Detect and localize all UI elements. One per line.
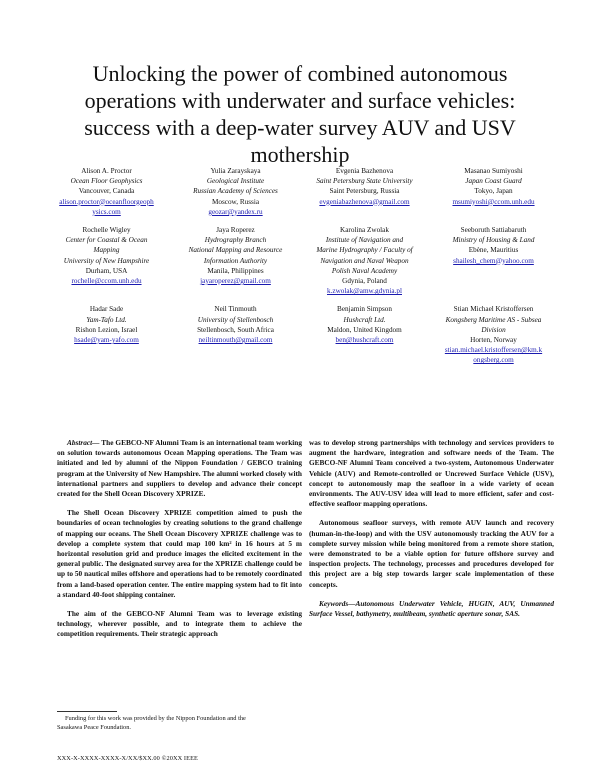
author-entry bbox=[171, 166, 300, 217]
title-line: Unlocking the power of combined autonomous bbox=[92, 61, 508, 86]
author-affiliation: Institute of Navigation and bbox=[325, 236, 404, 245]
author-name: Jaya Roperez bbox=[216, 226, 255, 235]
author-affiliation: Yam-Tafo Ltd. bbox=[86, 315, 127, 324]
abstract-text: The GEBCO-NF Alumni Team is an international team working on solution towards autonomous Ocean Mapping operations. The Team was initiated and led by alumni of the Nippon Foundation / GEBCO training program at the University of New Hampshire. The alumni worked closely with international partners and suppliers to develop and advance their concept created for the Shell Ocean Discovery XPRIZE. bbox=[57, 438, 302, 499]
author-email-link[interactable]: rochelle@ccom.unh.edu bbox=[71, 277, 142, 286]
author-location: Ebène, Mauritius bbox=[468, 246, 519, 255]
author-entry bbox=[429, 304, 558, 365]
author-entry bbox=[171, 225, 300, 296]
author-location: Manila, Philippines bbox=[207, 266, 264, 275]
author-entry bbox=[171, 304, 300, 365]
author-location: Saint Petersburg, Russia bbox=[329, 187, 400, 196]
author-affiliation: Mapping bbox=[93, 246, 120, 255]
copyright-notice: XXX-X-XXXX-XXXX-X/XX/$XX.00 ©20XX IEEE bbox=[57, 755, 198, 762]
author-affiliation: Hydrography Branch bbox=[204, 236, 267, 245]
title-line: mothership bbox=[250, 142, 350, 167]
author-affiliation: Information Authority bbox=[203, 256, 268, 265]
author-affiliation: University of New Hampshire bbox=[63, 256, 150, 265]
footnote-rule bbox=[57, 711, 117, 712]
author-affiliation: Russian Academy of Sciences bbox=[193, 187, 278, 196]
author-name: Neil Tinmouth bbox=[214, 305, 257, 314]
author-affiliation: Division bbox=[481, 325, 506, 334]
author-entry bbox=[429, 225, 558, 296]
author-affiliation: Marine Hydrography / Faculty of bbox=[316, 246, 413, 255]
author-entry bbox=[42, 225, 171, 296]
author-affiliation: Hushcraft Ltd. bbox=[343, 315, 386, 324]
keywords-paragraph bbox=[309, 599, 554, 619]
abstract-paragraph bbox=[57, 438, 302, 499]
abstract-label: Abstract— bbox=[67, 438, 100, 447]
author-affiliation: Navigation and Naval Weapon bbox=[320, 256, 409, 265]
author-name: Hadar Sade bbox=[89, 305, 124, 314]
author-email-link[interactable]: geozar@yandex.ru bbox=[208, 207, 263, 216]
author-affiliation: National Mapping and Resource bbox=[188, 246, 283, 255]
author-affiliation: Saint Petersburg State University bbox=[316, 177, 413, 186]
author-location: Durham, USA bbox=[85, 266, 128, 275]
author-entry bbox=[42, 304, 171, 365]
author-name: Karolina Zwolak bbox=[340, 226, 389, 235]
author-entry bbox=[42, 166, 171, 217]
title-line: success with a deep-water survey AUV and USV bbox=[84, 115, 516, 140]
body-paragraph: Autonomous seafloor surveys, with remote AUV launch and recovery (human-in-the-loop) and with the USV autonomously tracking the AUV for a complete survey mission while being monitored from a remote shore station, were demonstrated to be a viable option for future offshore survey and inspection projects. The technology, processes and procedures developed for this project are a big step towards larger scale implementation of these concepts. bbox=[309, 518, 554, 589]
author-location: Rishon Lezion, Israel bbox=[75, 325, 138, 334]
author-email-link[interactable]: stian.michael.kristoffersen@km.k bbox=[444, 346, 543, 355]
left-column bbox=[57, 438, 302, 649]
author-row bbox=[42, 166, 558, 217]
author-location: Moscow, Russia bbox=[211, 197, 260, 206]
author-email-link[interactable]: k.zwolak@amw.gdynia.pl bbox=[326, 287, 402, 296]
author-email-link[interactable]: alison.proctor@oceanfloorgeoph bbox=[59, 197, 154, 206]
footnote-line: Sasakawa Peace Foundation. bbox=[57, 724, 132, 731]
author-email-link[interactable]: ysics.com bbox=[92, 207, 121, 216]
author-email-link[interactable]: neiltinmouth@gmail.com bbox=[198, 336, 273, 345]
paper-title bbox=[40, 60, 560, 168]
author-name: Stian Michael Kristoffersen bbox=[453, 305, 534, 314]
author-name: Seeboruth Sattiabaruth bbox=[460, 226, 527, 235]
keywords-label: Keywords— bbox=[319, 598, 356, 608]
author-location: Vancouver, Canada bbox=[78, 187, 135, 196]
author-row bbox=[42, 225, 558, 296]
author-location: Horten, Norway bbox=[470, 336, 517, 345]
author-entry bbox=[429, 166, 558, 217]
author-name: Alison A. Proctor bbox=[81, 167, 132, 175]
author-entry bbox=[300, 304, 429, 365]
author-affiliation: Geological Institute bbox=[206, 177, 265, 186]
author-entry bbox=[300, 225, 429, 296]
author-affiliation: Ocean Floor Geophysics bbox=[70, 177, 143, 186]
author-email-link[interactable]: msumiyoshi@ccom.unh.edu bbox=[452, 197, 535, 206]
author-affiliation: Polish Naval Academy bbox=[331, 266, 398, 275]
author-email-link[interactable]: hsade@yam-yafo.com bbox=[74, 336, 139, 345]
author-email-link[interactable]: ongsberg.com bbox=[473, 356, 514, 365]
author-name: Benjamin Simpson bbox=[337, 305, 392, 314]
author-affiliation: Ministry of Housing & Land bbox=[452, 236, 535, 245]
author-row bbox=[42, 304, 558, 365]
author-email-link[interactable]: evgeniabazhenova@gmail.com bbox=[319, 197, 410, 206]
author-location: Tokyo, Japan bbox=[474, 187, 513, 196]
author-location: Maldon, United Kingdom bbox=[327, 325, 402, 334]
author-email-link[interactable]: ben@hushcraft.com bbox=[335, 336, 394, 345]
keywords-text: Autonomous Underwater Vehicle, HUGIN, AUV, Unmanned Surface Vessel, bathymetry, multibeam, synthetic aperture sonar, SAS. bbox=[309, 598, 554, 619]
author-affiliation: University of Stellenbosch bbox=[197, 315, 274, 324]
author-name: Yulia Zarayskaya bbox=[210, 167, 261, 175]
author-email-link[interactable]: shailesh_chem@yahoo.com bbox=[453, 256, 534, 265]
footnote-line: Funding for this work was provided by the Nippon Foundation and the bbox=[65, 715, 246, 722]
author-affiliation: Center for Coastal & Ocean bbox=[65, 236, 148, 245]
body-paragraph: was to develop strong partnerships with technology and services providers to augment the hardware, integration and software needs of the Team. The GEBCO-NF Alumni Team conceived a two-system, Autonomous Underwater Vehicle (AUV) and Remote-controlled or Uncrewed Surface Vehicle (USV), concept to autonomously map the seafloor in a wide variety of ocean environments. The AUV-USV idea will lead to more efficient, safer and cost-effective seafloor mapping operations. bbox=[309, 438, 554, 509]
author-location: Stellenbosch, South Africa bbox=[197, 325, 274, 334]
author-entry bbox=[300, 166, 429, 217]
right-column bbox=[309, 438, 554, 628]
author-affiliation: Kongsberg Maritime AS - Subsea bbox=[445, 315, 542, 324]
footnote bbox=[57, 714, 302, 732]
author-location: Gdynia, Poland bbox=[342, 277, 387, 286]
author-email-link[interactable]: jayaroperez@gmail.com bbox=[200, 277, 271, 286]
author-affiliation: Japan Coast Guard bbox=[465, 177, 522, 186]
author-name: Evgenia Bazhenova bbox=[335, 167, 394, 175]
body-paragraph: The Shell Ocean Discovery XPRIZE competition aimed to push the boundaries of ocean technologies by creating solutions to the grand challenge of mapping our oceans. The Shell Ocean Discovery XPRIZE challenge was to develop a complete system that could map 100 km² in 16 hours at 5 m horizontal resolution grid and produce images the elicited excitement in the general public. The designated survey area for the XPRIZE challenge could be up to 50 nautical miles offshore and operations had to be remotely coordinated from a land-based operation center. The entire mapping system had to fit into a standard 40-foot shipping container. bbox=[57, 508, 302, 599]
body-paragraph: The aim of the GEBCO-NF Alumni Team was to leverage existing technology, wherever possible, and to integrate them to achieve the competition requirements. Their strategic approach bbox=[57, 609, 302, 639]
title-line: operations with underwater and surface vehicles: bbox=[84, 88, 516, 113]
author-block bbox=[42, 166, 558, 374]
author-name: Masanao Sumiyoshi bbox=[464, 167, 523, 175]
author-name: Rochelle Wigley bbox=[82, 226, 131, 235]
